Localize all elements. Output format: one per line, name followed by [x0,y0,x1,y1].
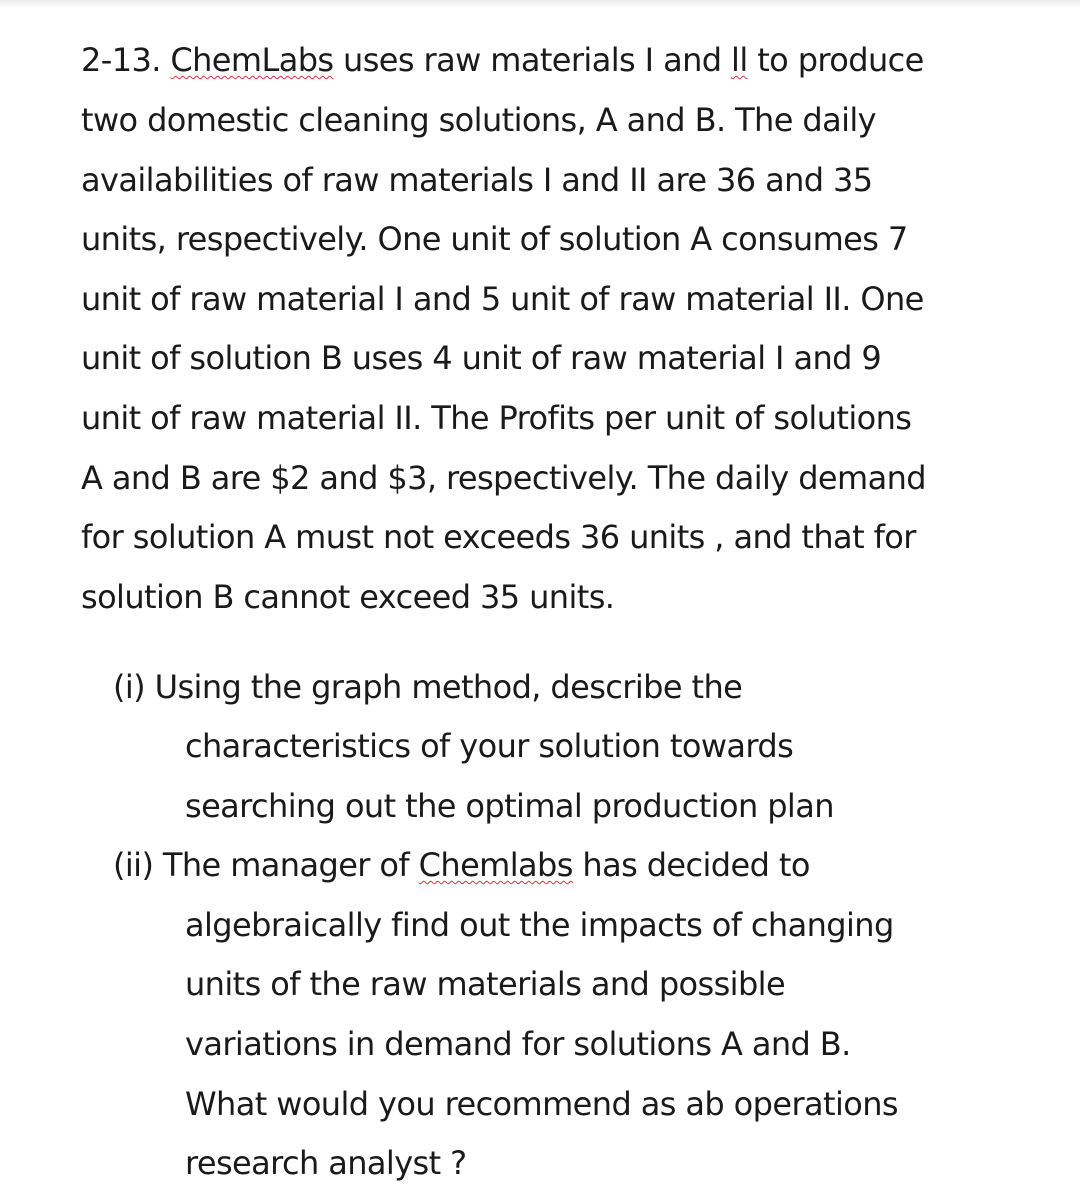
text-run: has decided to [572,846,810,884]
question-ii-line-6: research analyst ? [185,1144,467,1182]
problem-line-6: unit of solution B uses 4 unit of raw material I and 9 [81,339,882,377]
text-run: uses raw materials I and [333,41,732,79]
problem-line-1 [81,40,924,80]
problem-line-9: for solution A must not exceeds 36 units , and that for [81,518,916,556]
question-ii-line-2: algebraically find out the impacts of changing [185,906,894,944]
question-i-line-1: (i) Using the graph method, describe the [113,668,743,706]
problem-line-5: unit of raw material I and 5 unit of raw material II. One [81,280,924,318]
question-ii-line-1 [113,845,810,885]
text-run: (ii) The manager of [113,846,419,884]
problem-line-7: unit of raw material II. The Profits per unit of solutions [81,399,912,437]
problem-line-2: two domestic cleaning solutions, A and B. The daily [81,101,877,139]
question-ii-line-3: units of the raw materials and possible [185,965,786,1003]
page-top-edge [0,0,1080,8]
misspelled-word-chemlabs-2: Chemlabs [418,846,573,884]
text-run: to produce [747,41,924,79]
question-i-line-2: characteristics of your solution towards [185,727,794,765]
problem-line-3: availabilities of raw materials I and II are 36 and 35 [81,161,873,199]
question-i-line-3: searching out the optimal production plan [185,787,834,825]
problem-number: 2-13. [81,41,171,79]
misspelled-word-ll: ll [731,41,748,79]
problem-line-8: A and B are $2 and $3, respectively. The daily demand [81,459,926,497]
misspelled-word-chemlabs: ChemLabs [170,41,334,79]
question-ii-line-4: variations in demand for solutions A and B. [185,1025,851,1063]
problem-line-10: solution B cannot exceed 35 units. [81,578,615,616]
problem-line-4: units, respectively. One unit of solution A consumes 7 [81,220,908,258]
question-ii-line-5: What would you recommend as ab operations [185,1085,898,1123]
